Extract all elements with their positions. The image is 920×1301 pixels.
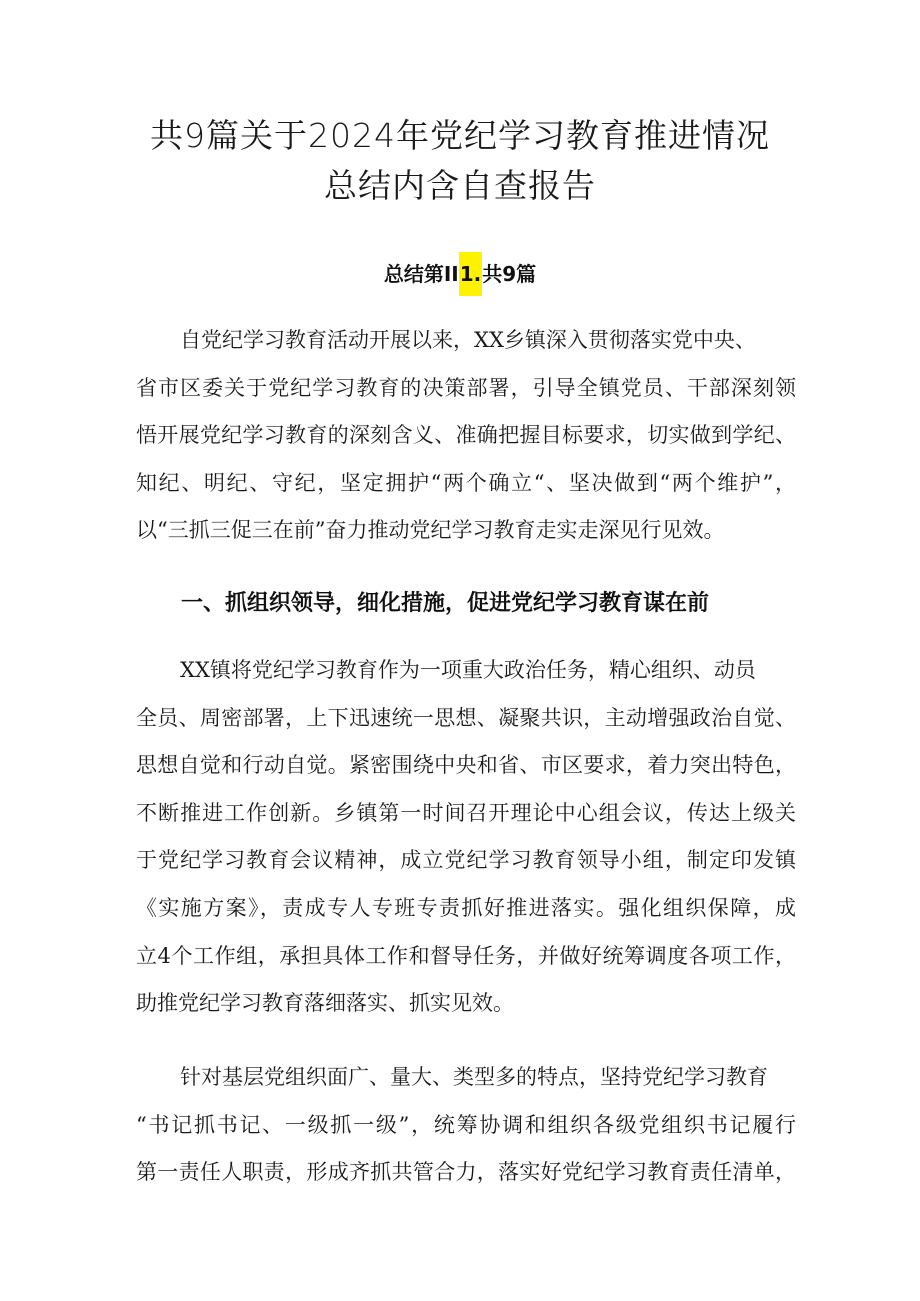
paragraph-section-1-continued <box>136 1054 796 1197</box>
paragraph-line: 助推党纪学习教育落细落实、抓实见效。 <box>136 991 514 1016</box>
subtitle-text-before: 总结第II <box>383 262 459 286</box>
paragraph-line: XX镇将党纪学习教育作为一项重大政治任务，精心组织、动员 <box>180 658 756 682</box>
paragraph-section-1 <box>136 647 796 1028</box>
paragraph-line: 思想自觉和行动自觉。紧密围绕中央和省、市区要求，着力突出特色， <box>136 753 796 778</box>
paragraph-line: 省市区委关于党纪学习教育的决策部署，引导全镇党员、干部深刻领 <box>136 375 796 400</box>
paragraph-line: 《实施方案》，责成专人专班专责抓好推进落实。强化组织保障，成 <box>136 895 796 920</box>
paragraph-line: 自党纪学习教育活动开展以来，XX乡镇深入贯彻落实党中央、 <box>180 328 756 352</box>
paragraph-line: 立4个工作组，承担具体工作和督导任务，并做好统筹调度各项工作， <box>136 943 796 968</box>
paragraph-line: 悟开展党纪学习教育的深刻含义、准确把握目标要求，切实做到学纪、 <box>136 423 796 448</box>
subtitle-highlighted-text: 1. <box>459 252 483 296</box>
document-title-line-2: 总结内含自查报告 <box>324 166 596 205</box>
paragraph-line: 以“三抓三促三在前”奋力推动党纪学习教育走实走深见行见效。 <box>136 518 725 543</box>
paragraph-line: 不断推进工作创新。乡镇第一时间召开理论中心组会议，传达上级关 <box>136 800 796 825</box>
paragraph-line: 于党纪学习教育会议精神，成立党纪学习教育领导小组，制定印发镇 <box>136 848 796 873</box>
paragraph-intro <box>136 317 796 555</box>
document-title-line-1: 共9篇关于2024年党纪学习教育推进情况 <box>150 116 770 155</box>
paragraph-line: 知纪、明纪、守纪，坚定拥护“两个确立“、坚决做到“两个维护”， <box>136 470 796 495</box>
paragraph-line: “书记抓书记、一级抓一级”，统筹协调和组织各级党组织书记履行 <box>136 1112 796 1137</box>
section-heading-1: 一、抓组织领导，细化措施，促进党纪学习教育谋在前 <box>181 591 710 616</box>
paragraph-line: 全员、周密部署，上下迅速统一思想、凝聚共识，主动增强政治自觉、 <box>136 705 796 730</box>
document-subtitle <box>0 258 920 287</box>
subtitle-text-after: 共9篇 <box>482 262 537 286</box>
paragraph-line: 针对基层党组织面广、量大、类型多的特点，坚持党纪学习教育 <box>180 1065 768 1089</box>
paragraph-line: 第一责任人职责，形成齐抓共管合力，落实好党纪学习教育责任清单， <box>136 1160 796 1185</box>
